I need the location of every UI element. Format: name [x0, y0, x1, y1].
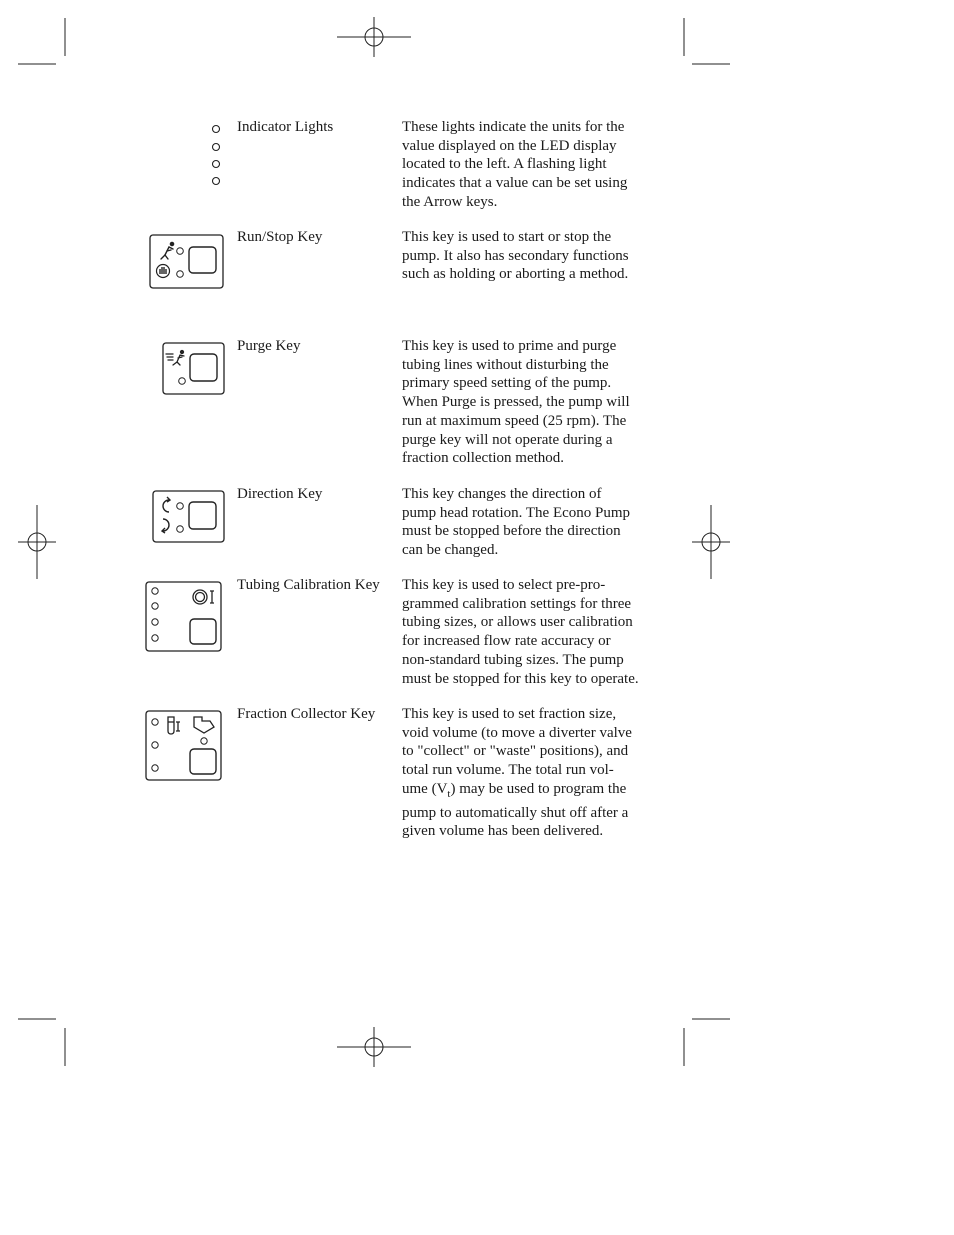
- purge-key-icon: [161, 341, 227, 397]
- registration-mark-left: [18, 505, 56, 579]
- fraction-collector-key-description: This key is used to set fraction size, void volume (to move a diverter valve to "collect" or "waste" positions), and total run volume. The total run vol- ume $(V_t)$ may be used to program the pump to automatically shut off after a given volume has been delivered.: [402, 705, 652, 841]
- fraction-collector-key-label: Fraction Collector Key: [237, 706, 376, 722]
- fraction-collector-key-icon: [144, 709, 224, 783]
- run-stop-key-description: This key is used to start or stop the pump. It also has secondary functions such as holding or aborting a method.: [402, 229, 629, 283]
- direction-key-label: Direction Key: [237, 486, 323, 502]
- run-stop-key-icon: [148, 233, 226, 291]
- indicator-lights-label: Indicator Lights: [237, 119, 334, 135]
- registration-mark-right: [692, 505, 730, 579]
- run-stop-key-label: Run/Stop Key: [237, 229, 323, 245]
- registration-mark-top: [337, 17, 411, 57]
- tubing-calibration-key-icon: [144, 580, 224, 654]
- vt-line: ume $(V_t)$ may be used to program the: [402, 780, 627, 800]
- indicator-lights-icon: [209, 123, 223, 189]
- purge-key-label: Purge Key: [237, 338, 301, 354]
- indicator-lights-description: These lights indicate the units for the value displayed on the LED display located to the left. A flashing light indicates that a value can be set using the Arrow keys.: [402, 119, 628, 210]
- tubing-calibration-key-description: This key is used to select pre-pro- grammed calibration settings for three tubing sizes, or allows user calibration for increased flow rate accuracy or non-standard tubing sizes. The pump must be stopped for this key to operate.: [402, 577, 639, 687]
- direction-key-icon: [151, 489, 227, 545]
- tubing-calibration-key-label: Tubing Calibration Key: [237, 577, 380, 593]
- purge-key-description: This key is used to prime and purge tubing lines without disturbing the primary speed setting of the pump. When Purge is pressed, the pump will run at maximum speed (25 rpm). The purge key will not operate during a fraction collection method.: [402, 338, 630, 467]
- direction-key-description: This key changes the direction of pump head rotation. The Econo Pump must be stopped before the direction can be changed.: [402, 486, 631, 559]
- stop-hand-icon: [157, 265, 170, 278]
- registration-mark-bottom: [337, 1027, 411, 1067]
